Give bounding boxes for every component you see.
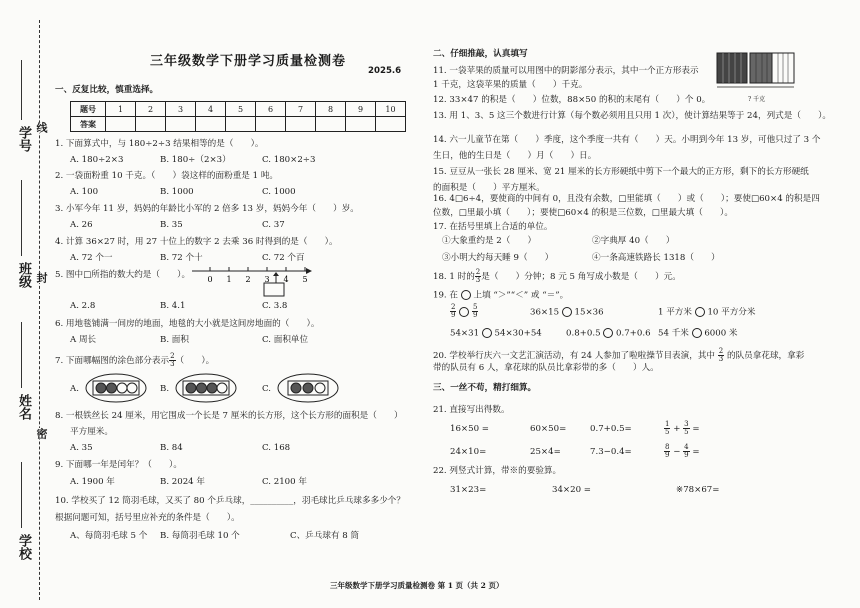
q17-stem: 17. 在括号里填上合适的单位。 xyxy=(433,222,553,232)
q4-option-c: C. 72 个百 xyxy=(262,253,305,263)
q5-stem: 5. 图中□所指的数大约是（ ）。 xyxy=(55,270,191,280)
q7-option-b: B. xyxy=(160,384,170,394)
question-number: 1 xyxy=(106,102,136,117)
seal-char-feng: 封 xyxy=(35,272,48,283)
number-line-tick-label: 4 xyxy=(283,275,289,284)
answer-cell[interactable] xyxy=(196,117,226,132)
q20-line2: 带的队员有 6 人，拿花球的队员比拿彩带的多（ ）人。 xyxy=(433,363,659,373)
answer-circle[interactable] xyxy=(482,328,492,338)
q2-option-b: B. 1000 xyxy=(160,187,194,197)
q18-fraction: $\frac{2}{3}$ xyxy=(475,268,481,284)
q21-stem: 21. 直接写出得数。 xyxy=(433,405,510,415)
school-line xyxy=(21,462,22,528)
q9-option-b: B. 2024 年 xyxy=(160,477,205,487)
question-number: 5 xyxy=(226,102,256,117)
q18: 18. 1 时的 $\frac{2}{3}$ 是（ ）分钟；8 元 5 角写成小数是（ ）元。 xyxy=(433,268,681,284)
answer-circle[interactable] xyxy=(695,307,705,317)
q21-r2-c: 7.3−0.4= xyxy=(590,447,632,457)
class-label: 班级 xyxy=(16,262,31,288)
q5-number-line xyxy=(188,263,313,303)
q17-item-1: ①大象重约是 2（ ） xyxy=(442,236,537,246)
q14-line1: 14. 六一儿童节在第（ ）季度，这个季度一共有（ ）天。小明到今年 13 岁，可他只过了 3 个 xyxy=(433,135,821,145)
answer-circle[interactable] xyxy=(459,307,469,317)
q20-line1: 20. 学校举行庆六一文艺汇演活动，有 24 人参加了啦啦操节目表演，其中 $\frac{2}{3}$ 的队员拿花球，拿彩 xyxy=(433,347,805,363)
number-line-tick-label: 2 xyxy=(245,275,251,284)
q7-figure-b xyxy=(174,372,238,404)
q19-row2-b: 0.8+0.5 0.7+0.6 xyxy=(566,328,651,339)
q19-row2-c: 54 千米 6000 米 xyxy=(658,328,738,339)
q19-row1-c: 1 平方米 10 平方分米 xyxy=(658,307,756,318)
section-1-heading: 一、反复比较，慎重选择。 xyxy=(55,85,159,95)
q9-stem: 9. 下面哪一年是闰年？（ ）。 xyxy=(55,460,182,470)
q1-option-b: B. 180÷（2×3） xyxy=(160,155,231,165)
number-line-tick-label: 3 xyxy=(264,275,270,284)
q14-line2: 生日，他的生日是（ ）月（ ）日。 xyxy=(433,151,597,161)
q21-r2-b: 25×4= xyxy=(530,447,561,457)
q2-stem: 2. 一袋面粉重 10 千克。（ ）袋这样的面粉重是 1 吨。 xyxy=(55,171,279,181)
answer-circle[interactable] xyxy=(692,328,702,338)
seal-char-xian: 线 xyxy=(35,122,48,133)
number-line-tick-label: 5 xyxy=(302,275,308,284)
question-number: 8 xyxy=(316,102,346,117)
q15-line1: 15. 豆豆从一张长 28 厘米、宽 21 厘米的长方形硬纸中剪下一个最大的正方形，剩下的长方形硬纸 xyxy=(433,167,809,177)
answer-cell[interactable] xyxy=(256,117,286,132)
binding-line xyxy=(39,20,40,600)
question-number: 4 xyxy=(196,102,226,117)
q20-fraction: $\frac{2}{3}$ xyxy=(718,347,724,363)
question-number: 7 xyxy=(286,102,316,117)
q16-line2: 位数，□里最小填（ ）；要使□60×4 的积是三位数，□里最大填（ ）。 xyxy=(433,208,733,218)
q2-option-a: A. 100 xyxy=(70,187,99,197)
q5-unknown-box xyxy=(264,283,284,296)
answer-cell[interactable] xyxy=(226,117,256,132)
answer-cell[interactable] xyxy=(136,117,166,132)
q17-item-3: ③小明大约每天睡 9（ ） xyxy=(442,253,554,263)
q5-option-a: A. 2.8 xyxy=(70,301,96,311)
q19-stem: 19. 在 上填 “＞”“＜” 或 “＝”。 xyxy=(433,290,569,301)
q11-grid-figure xyxy=(716,52,796,94)
q4-option-a: A. 72 个一 xyxy=(70,253,113,263)
answer-cell[interactable] xyxy=(166,117,196,132)
answer-circle[interactable] xyxy=(603,328,613,338)
q7-stem: 7. 下面哪幅图的涂色部分表示 $\frac{2}{3}$ （ ）。 xyxy=(55,352,215,368)
q3-option-b: B. 35 xyxy=(160,220,183,230)
exam-date: 2025.6 xyxy=(368,66,402,76)
q5-option-b: B. 4.1 xyxy=(160,301,186,311)
q11-figure-caption: ? 千克 xyxy=(748,96,766,103)
q3-stem: 3. 小军今年 11 岁，妈妈的年龄比小军的 2 倍多 13 岁，妈妈今年（ ）岁。 xyxy=(55,204,359,214)
q11-line2: 1 千克，这袋苹果的质量（ ）千克。 xyxy=(433,80,588,90)
q7-option-c: C. xyxy=(262,384,272,394)
q22-stem: 22. 列竖式计算，带※的要验算。 xyxy=(433,466,562,476)
q8-option-c: C. 168 xyxy=(262,443,291,453)
compare-circle-icon xyxy=(461,290,471,300)
question-number: 3 xyxy=(166,102,196,117)
question-number: 9 xyxy=(346,102,376,117)
question-number: 10 xyxy=(376,102,406,117)
answer-cell[interactable] xyxy=(106,117,136,132)
q3-option-c: C. 37 xyxy=(262,220,285,230)
answer-cell[interactable] xyxy=(286,117,316,132)
q19-fraction-a: $\frac{2}{9}$ xyxy=(451,303,456,319)
q5-option-c: C. 3.8 xyxy=(262,301,288,311)
q6-option-c: C. 面积单位 xyxy=(262,335,309,345)
q8-option-b: B. 84 xyxy=(160,443,183,453)
answer-cell[interactable] xyxy=(316,117,346,132)
q10-option-c: C、乒乓球有 8 筒 xyxy=(290,531,360,541)
q7-fraction: $\frac{2}{3}$ xyxy=(170,352,175,368)
q6-stem: 6. 用地毯铺满一间房的地面，地毯的大小就是这间房地面的（ ）。 xyxy=(55,319,320,329)
q15-line2: 的面积是（ ）平方厘米。 xyxy=(433,183,545,193)
q10-option-a: A、每筒羽毛球 5 个 xyxy=(70,531,148,541)
q1-option-c: C. 180×2÷3 xyxy=(262,155,316,165)
student-id-label: 学号 xyxy=(16,126,31,152)
class-line xyxy=(21,180,22,256)
student-id-line xyxy=(21,60,22,120)
question-number: 2 xyxy=(136,102,166,117)
q21-r2-d: $\frac{8}{9}$ − $\frac{4}{9}$ = xyxy=(665,443,700,459)
q17-item-2: ②字典厚 40（ ） xyxy=(592,236,675,246)
q19-row2-a: 54×31 54×30+54 xyxy=(450,328,542,339)
q10-option-b: B. 每筒羽毛球 10 个 xyxy=(160,531,240,541)
answer-circle[interactable] xyxy=(562,307,572,317)
answer-label: 答案 xyxy=(71,117,106,132)
question-number: 6 xyxy=(256,102,286,117)
q9-option-c: C. 2100 年 xyxy=(262,477,307,487)
q1-stem: 1. 下面算式中，与 180÷2÷3 结果相等的是（ ）。 xyxy=(55,139,264,149)
school-label: 学校 xyxy=(16,534,31,560)
seal-char-mi: 密 xyxy=(35,428,48,439)
q4-stem: 4. 计算 36×27 时，用 27 十位上的数字 2 去乘 36 时得到的是（ ）。 xyxy=(55,237,338,247)
q7-option-a: A. xyxy=(70,384,79,394)
number-line-tick-label: 1 xyxy=(226,275,232,284)
q3-option-a: A. 26 xyxy=(70,220,93,230)
q22-item-1: 31×23= xyxy=(450,485,487,495)
q21-r1-d: $\frac{1}{5}$ + $\frac{3}{5}$ = xyxy=(665,420,700,436)
page-title: 三年级数学下册学习质量检测卷 xyxy=(150,54,347,69)
q21-r1-b: 60×50= xyxy=(530,424,567,434)
section-3-heading: 三、一丝不苟，精打细算。 xyxy=(433,383,537,393)
q13: 13. 用 1、3、5 这三个数进行计算（每个数必须用且只用 1 次），使计算结果等于 24，列式是（ ）。 xyxy=(433,111,832,121)
q1-option-a: A. 180÷2×3 xyxy=(70,155,124,165)
q8-stem: 8. 一根铁丝长 24 厘米，用它围成一个长是 7 厘米的长方形，这个长方形的面积是（ ） xyxy=(55,411,403,421)
q8-stem-cont: 平方厘米。 xyxy=(70,427,113,437)
q10-stem-cont: 根据问题可知，括号里应补充的条件是（ ）。 xyxy=(55,513,240,523)
page-footer: 三年级数学下册学习质量检测卷 第 1 页（共 2 页） xyxy=(330,581,504,590)
q2-option-c: C. 1000 xyxy=(262,187,296,197)
question-number-label: 题号 xyxy=(71,102,106,117)
q19-row1 xyxy=(450,304,478,319)
q6-option-b: B. 面积 xyxy=(160,335,189,345)
q19-fraction-b: $\frac{5}{9}$ xyxy=(472,303,478,319)
q22-item-3: ※78×67= xyxy=(676,485,720,495)
q19-row1-b: 36×15 15×36 xyxy=(530,307,604,318)
q21-r1-c: 0.7+0.5= xyxy=(590,424,632,434)
q7-figure-c xyxy=(276,372,340,404)
q21-r2-a: 24×10= xyxy=(450,447,487,457)
q6-option-a: A 周长 xyxy=(70,335,97,345)
q16-line1: 16. 4□6÷4，要使商的中间有 0，且没有余数，□里能填（ ）或（ ）；要使□60×4 的积是四 xyxy=(433,194,820,204)
q12: 12. 33×47 的积是（ ）位数，88×50 的积的末尾有（ ）个 0。 xyxy=(433,95,711,105)
number-line-tick-label: 0 xyxy=(207,275,213,284)
q21-r1-a: 16×50 = xyxy=(450,424,490,434)
section-2-heading: 二、仔细推敲，认真填写 xyxy=(433,49,528,59)
name-label: 姓名 xyxy=(16,394,31,420)
answer-cell[interactable] xyxy=(346,117,376,132)
answer-table xyxy=(70,101,406,132)
q4-option-b: B. 72 个十 xyxy=(160,253,203,263)
answer-cell[interactable] xyxy=(376,117,406,132)
name-line xyxy=(21,322,22,388)
q17-item-4: ④一条高速铁路长 1318（ ） xyxy=(592,253,720,263)
q22-item-2: 34×20 = xyxy=(552,485,592,495)
q9-option-a: A. 1900 年 xyxy=(70,477,115,487)
q8-option-a: A. 35 xyxy=(70,443,93,453)
q7-figure-a xyxy=(84,372,148,404)
q10-stem: 10. 学校买了 12 筒羽毛球，又买了 80 个乒乓球，__________，羽毛球比乒乓球多多少个？ xyxy=(55,496,405,506)
q11-line1: 11. 一袋苹果的质量可以用图中的阴影部分表示，其中一个正方形表示 xyxy=(433,66,699,76)
